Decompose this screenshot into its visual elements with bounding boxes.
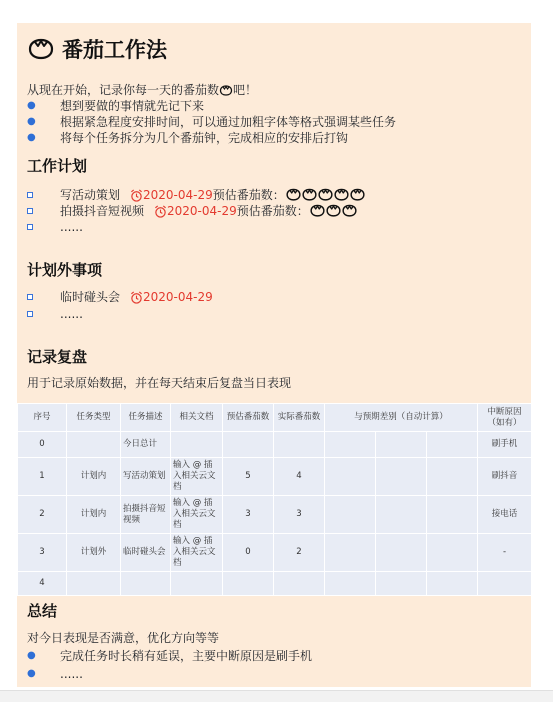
bullet-dot: ● xyxy=(27,132,36,143)
table-cell[interactable] xyxy=(376,496,427,534)
table-cell[interactable]: 2 xyxy=(274,534,325,572)
table-cell[interactable] xyxy=(325,534,376,572)
table-cell[interactable] xyxy=(274,432,325,458)
table-cell[interactable]: 3 xyxy=(274,496,325,534)
table-header: 任务描述 xyxy=(121,404,171,432)
document-page xyxy=(17,23,531,687)
plan-todo-item xyxy=(27,219,83,235)
table-cell[interactable] xyxy=(427,534,478,572)
unplanned-todo-item xyxy=(27,289,213,305)
table-cell[interactable] xyxy=(376,458,427,496)
table-cell[interactable]: 刷手机 xyxy=(478,432,532,458)
alarm-clock-icon xyxy=(130,291,143,304)
summary-bullet-text: 完成任务时长稍有延误，主要中断原因是刷手机 xyxy=(60,649,313,663)
table-cell[interactable] xyxy=(325,496,376,534)
bullet-dot: ● xyxy=(27,668,36,679)
table-cell[interactable]: 0 xyxy=(18,432,67,458)
page-title: 番茄工作法 xyxy=(62,38,167,62)
bottom-scrollbar[interactable] xyxy=(0,690,553,702)
todo-task: 临时碰头会 xyxy=(60,290,121,304)
intro-text xyxy=(27,82,257,98)
table-cell[interactable]: 3 xyxy=(18,534,67,572)
bullet-dot: ● xyxy=(27,650,36,661)
summary-bullet-text: ...... xyxy=(60,667,83,681)
table-cell[interactable] xyxy=(171,572,223,596)
table-header: 实际番茄数 xyxy=(274,404,325,432)
table-cell[interactable] xyxy=(325,432,376,458)
table-cell[interactable]: 1 xyxy=(18,458,67,496)
todo-date: 2020-04-29 xyxy=(143,290,213,304)
table-cell[interactable]: 输入 @ 插入相关云文档 xyxy=(171,534,223,572)
intro-bullet xyxy=(27,114,396,130)
tomato-icon xyxy=(219,83,233,96)
table-cell[interactable] xyxy=(325,572,376,596)
table-cell[interactable]: 3 xyxy=(223,496,274,534)
table-row xyxy=(18,534,532,572)
checkbox[interactable] xyxy=(27,224,33,230)
table-cell[interactable] xyxy=(121,572,171,596)
table-row xyxy=(18,458,532,496)
table-cell[interactable] xyxy=(427,496,478,534)
checkbox[interactable] xyxy=(27,192,33,198)
table-cell[interactable]: 计划内 xyxy=(67,496,121,534)
table-header: 预估番茄数 xyxy=(223,404,274,432)
table-cell[interactable]: 今日总计 xyxy=(121,432,171,458)
unplanned-heading: 计划外事项 xyxy=(27,261,103,279)
plan-todo-item xyxy=(27,203,357,219)
table-header: 与预期差别（自动计算） xyxy=(325,404,478,432)
table-cell[interactable]: 2 xyxy=(18,496,67,534)
todo-task: ...... xyxy=(60,307,83,321)
table-cell[interactable]: 拍摄抖音短视频 xyxy=(121,496,171,534)
review-table xyxy=(17,403,532,596)
checkbox[interactable] xyxy=(27,311,33,317)
table-cell[interactable] xyxy=(427,458,478,496)
table-header: 序号 xyxy=(18,404,67,432)
bullet-dot: ● xyxy=(27,100,36,111)
intro-bullet xyxy=(27,130,348,146)
unplanned-todo-item xyxy=(27,306,83,322)
table-cell[interactable] xyxy=(325,458,376,496)
table-cell[interactable]: 刷抖音 xyxy=(478,458,532,496)
table-cell[interactable] xyxy=(427,432,478,458)
intro-bullet xyxy=(27,98,204,114)
intro-bullet-text: 根据紧急程度安排时间，可以通过加粗字体等格式强调某些任务 xyxy=(60,115,397,129)
todo-date: 2020-04-29 xyxy=(143,188,213,202)
table-header: 任务类型 xyxy=(67,404,121,432)
table-cell[interactable]: 输入 @ 插入相关云文档 xyxy=(171,458,223,496)
table-cell[interactable]: 5 xyxy=(223,458,274,496)
table-cell[interactable]: 计划外 xyxy=(67,534,121,572)
table-cell[interactable] xyxy=(376,432,427,458)
alarm-clock-icon xyxy=(130,189,143,202)
estimate-label: 预估番茄数： xyxy=(236,204,309,218)
summary-bullet xyxy=(27,648,312,664)
checkbox[interactable] xyxy=(27,294,33,300)
table-cell[interactable]: 计划内 xyxy=(67,458,121,496)
table-cell[interactable] xyxy=(171,432,223,458)
table-cell[interactable]: 0 xyxy=(223,534,274,572)
table-header: 中断原因（如有） xyxy=(478,404,532,432)
todo-task: 写活动策划 xyxy=(60,188,121,202)
alarm-clock-icon xyxy=(154,205,167,218)
tomato-icon xyxy=(28,34,54,64)
plan-heading: 工作计划 xyxy=(27,157,88,175)
bullet-dot: ● xyxy=(27,116,36,127)
table-cell[interactable] xyxy=(223,572,274,596)
table-cell[interactable] xyxy=(478,572,532,596)
summary-bullet xyxy=(27,666,83,682)
tomato-count xyxy=(309,202,357,221)
summary-description: 对今日表现是否满意，优化方向等等 xyxy=(27,631,220,645)
table-cell[interactable] xyxy=(376,572,427,596)
table-cell[interactable] xyxy=(376,534,427,572)
tomato-icon xyxy=(326,202,341,221)
table-row xyxy=(18,496,532,534)
estimate-label: 预估番茄数： xyxy=(212,188,285,202)
tomato-icon xyxy=(310,202,325,221)
table-cell[interactable]: 4 xyxy=(18,572,67,596)
intro-bullet-text: 将每个任务拆分为几个番茄钟，完成相应的安排后打钩 xyxy=(60,131,349,145)
intro-text-after: 吧！ xyxy=(233,83,258,97)
todo-task: ...... xyxy=(60,220,83,234)
table-header-row xyxy=(18,404,532,432)
table-cell[interactable]: 写活动策划 xyxy=(121,458,171,496)
tomato-icon xyxy=(342,202,357,221)
review-description: 用于记录原始数据，并在每天结束后复盘当日表现 xyxy=(27,376,292,390)
table-cell[interactable]: 4 xyxy=(274,458,325,496)
table-cell[interactable] xyxy=(67,432,121,458)
table-header: 相关文档 xyxy=(171,404,223,432)
tomato-icon xyxy=(286,186,301,205)
title-row xyxy=(28,31,167,67)
table-cell[interactable] xyxy=(427,572,478,596)
table-cell[interactable] xyxy=(223,432,274,458)
todo-date: 2020-04-29 xyxy=(167,204,237,218)
review-heading: 记录复盘 xyxy=(27,348,88,366)
table-row xyxy=(18,572,532,596)
table-cell[interactable] xyxy=(67,572,121,596)
table-row xyxy=(18,432,532,458)
table-cell[interactable]: 临时碰头会 xyxy=(121,534,171,572)
table-cell[interactable] xyxy=(274,572,325,596)
todo-task: 拍摄抖音短视频 xyxy=(60,204,145,218)
checkbox[interactable] xyxy=(27,208,33,214)
table-cell[interactable]: - xyxy=(478,534,532,572)
table-cell[interactable]: 输入 @ 插入相关云文档 xyxy=(171,496,223,534)
intro-bullet-text: 想到要做的事情就先记下来 xyxy=(60,99,205,113)
table-cell[interactable]: 接电话 xyxy=(478,496,532,534)
summary-heading: 总结 xyxy=(27,602,58,620)
intro-text-before: 从现在开始，记录你每一天的番茄数 xyxy=(27,83,220,97)
